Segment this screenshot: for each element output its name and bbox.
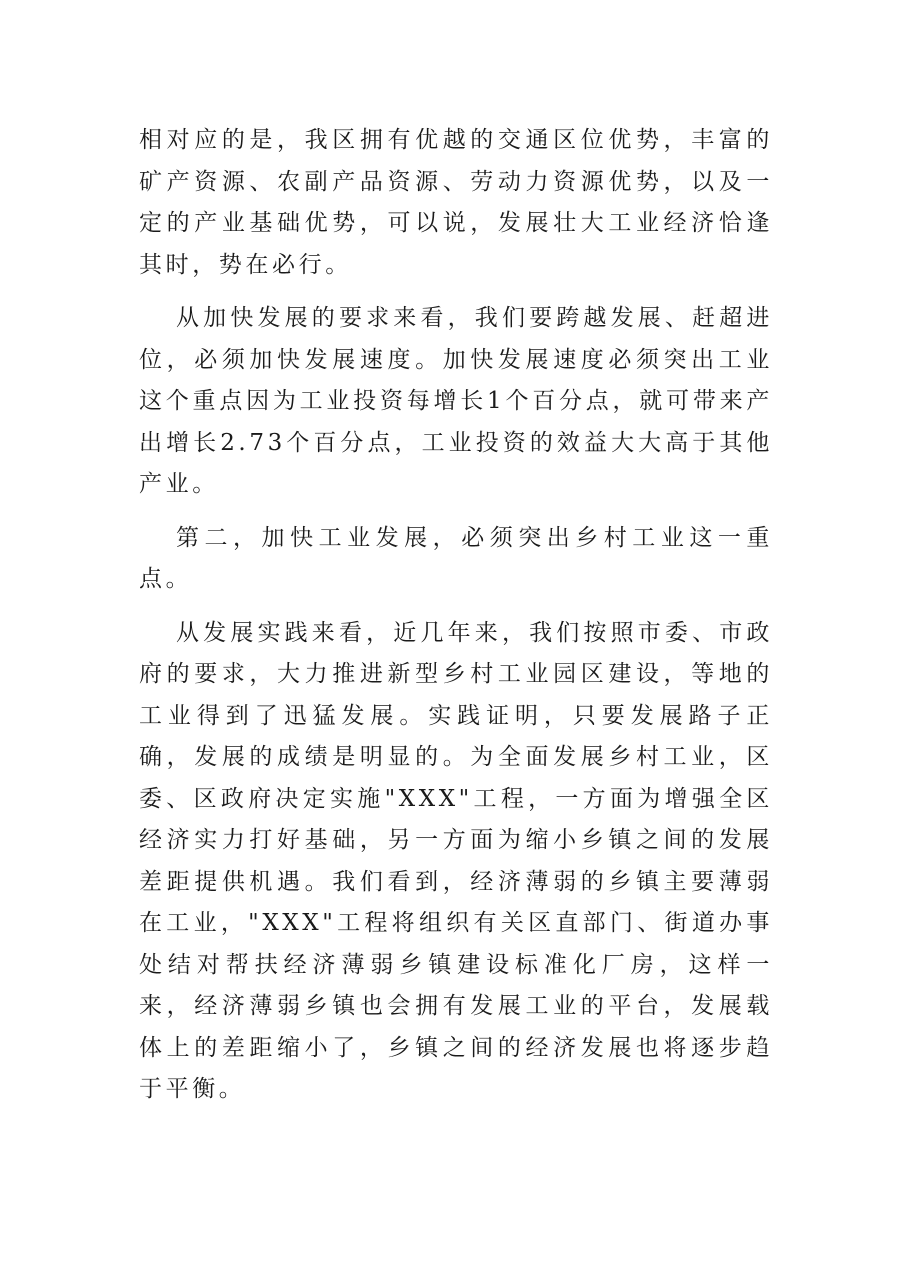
paragraph-4: 从发展实践来看，近几年来，我们按照市委、市政府的要求，大力推进新型乡村工业园区建设，等地的工业得到了迅猛发展。实践证明，只要发展路子正确，发展的成绩是明显的。为全面发展乡村工业，区委、区政府决定实施"XXX"工程，一方面为增强全区经济实力打好基础，另一方面为缩小乡镇之间的发展差距提供机遇。我们看到，经济薄弱的乡镇主要薄弱在工业，"XXX"工程将组织有关区直部门、街道办事处结对帮扶经济薄弱乡镇建设标准化厂房，这样一来，经济薄弱乡镇也会拥有发展工业的平台，发展载体上的差距缩小了，乡镇之间的经济发展也将逐步趋于平衡。 [139,619,773,1102]
paragraph-3: 第二，加快工业发展，必须突出乡村工业这一重点。 [139,524,773,592]
paragraph-1: 相对应的是，我区拥有优越的交通区位优势，丰富的矿产资源、农副产品资源、劳动力资源优势，以及一定的产业基础优势，可以说，发展壮大工业经济恰逢其时，势在必行。 [139,127,773,278]
paragraph-2: 从加快发展的要求来看，我们要跨越发展、赶超进位，必须加快发展速度。加快发展速度必须突出工业这个重点因为工业投资每增长1个百分点，就可带来产出增长2.73个百分点，工业投资的效益大大高于其他产业。 [139,305,773,497]
document-body [139,120,773,1111]
